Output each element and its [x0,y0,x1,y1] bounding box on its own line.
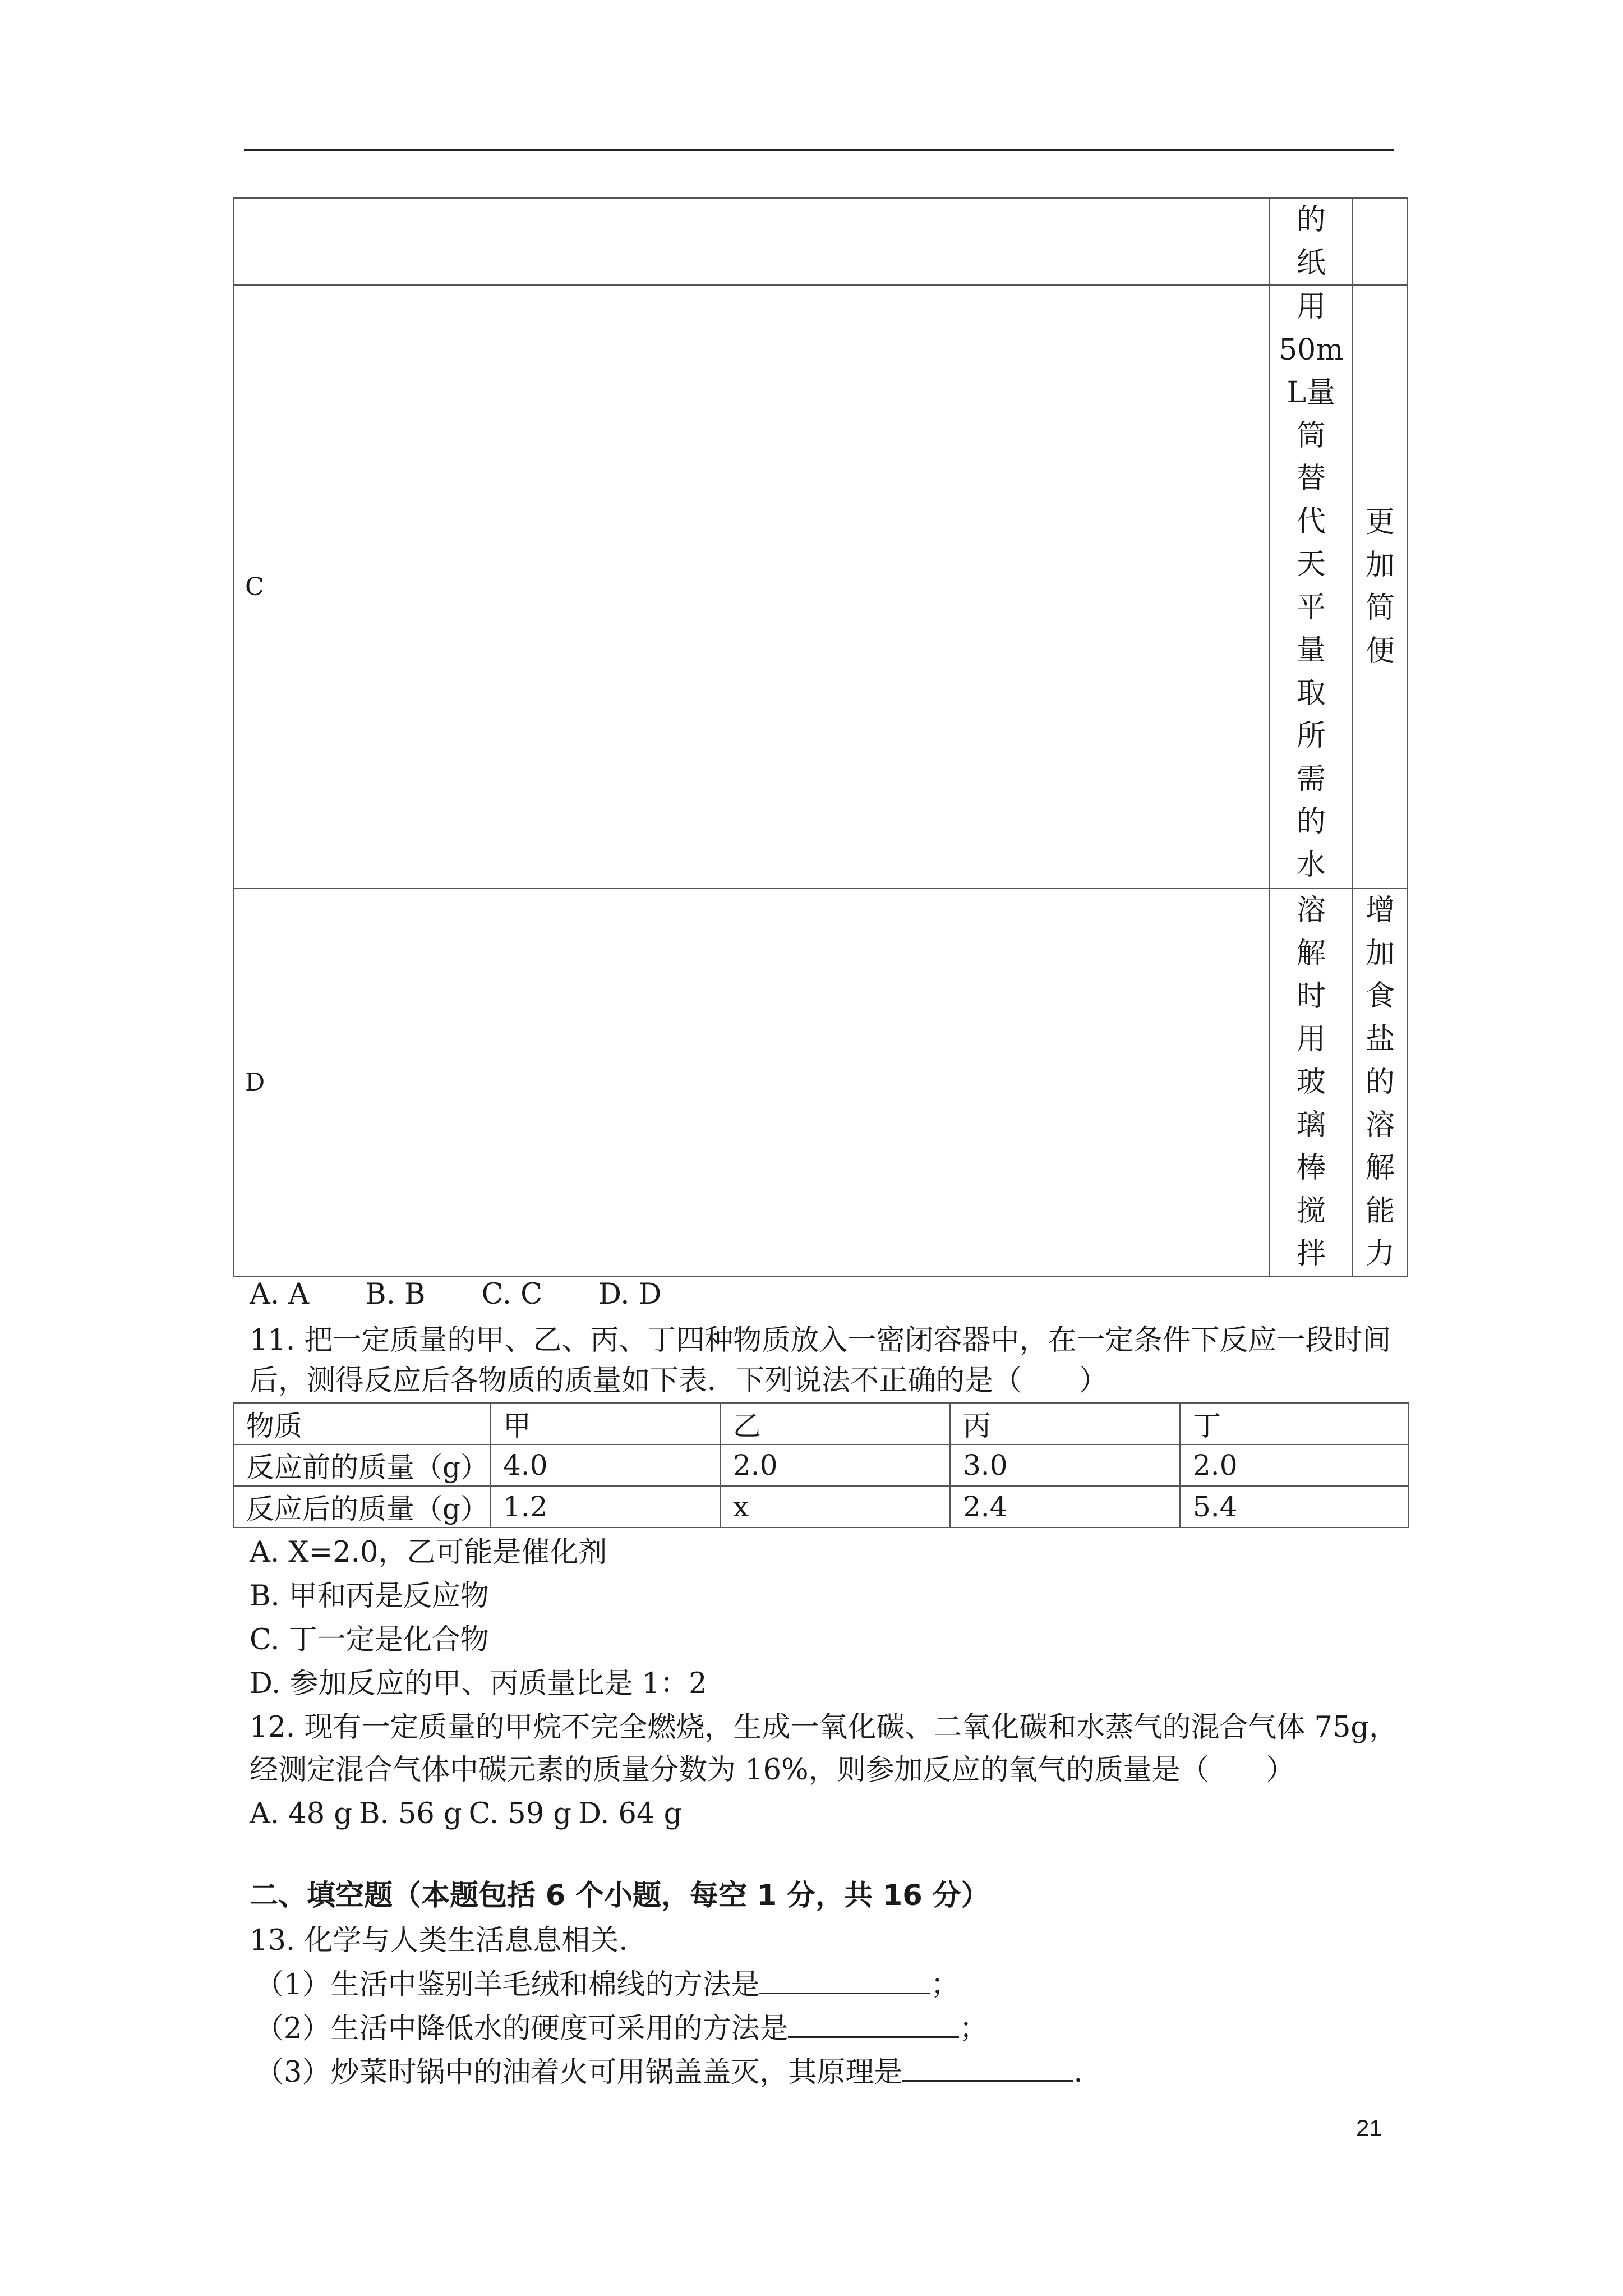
option-result-cell-char: 便 [1365,634,1395,668]
option-operation-cell-char: 用 [1296,290,1326,324]
option-operation-cell-char: L量 [1287,376,1336,409]
mass-cell: 反应前的质量（g） [233,1444,490,1486]
options-table [233,197,1408,1277]
option-result-cell [1353,889,1408,1276]
option-result-cell-char: 能 [1365,1194,1395,1228]
q13-part-3 [255,2051,1083,2094]
option-operation-cell [1270,889,1353,1276]
option-result-cell-char: 食 [1365,979,1395,1013]
q12-option-d: D. 64 g [578,1797,683,1830]
mass-cell: 3.0 [950,1444,1180,1486]
q11-option-a: A. X=2.0，乙可能是催化剂 [250,1536,607,1569]
option-result-cell-char: 力 [1365,1237,1395,1271]
q12-options [250,1793,689,1835]
q13-part-2 [255,2007,988,2050]
option-result-cell-char: 盐 [1365,1022,1395,1056]
q13-part-2-end: ； [959,2012,988,2045]
option-result-cell [1353,198,1408,285]
answer-blank[interactable] [902,2051,1073,2082]
mass-cell: x [720,1486,950,1527]
options-table-row [233,198,1408,285]
q10-choice-c: C. C [481,1278,543,1311]
option-operation-cell-char: 棒 [1296,1151,1326,1185]
q12-option-a: A. 48 g [250,1797,353,1830]
option-operation-cell-char: 平 [1296,590,1326,624]
mass-cell: 2.0 [720,1444,950,1486]
q12-option-b: B. 56 g [359,1797,462,1830]
option-result-cell-char: 加 [1365,936,1395,970]
mass-cell: 反应后的质量（g） [233,1486,490,1527]
mass-table-header [233,1403,1409,1444]
option-result-cell-char: 加 [1365,548,1395,582]
option-operation-cell-char: 用 [1296,1022,1326,1056]
q13-stem: 13. 化学与人类生活息息相关. [250,1924,628,1957]
option-result-cell [1353,285,1408,889]
option-operation-cell-char: 纸 [1296,246,1326,280]
q13-part-3-text: （3）炒菜时锅中的油着火可用锅盖盖灭，其原理是 [255,2056,903,2089]
option-operation-cell-char: 筒 [1296,418,1326,453]
option-result-cell-char: 溶 [1365,1108,1395,1142]
answer-blank[interactable] [759,1963,930,1994]
q13-part-3-end: . [1073,2056,1083,2089]
option-operation-cell-char: 璃 [1296,1108,1326,1142]
mass-cell: 1.2 [490,1486,720,1527]
option-operation-cell-char: 水 [1296,848,1326,882]
mass-header-cell: 乙 [720,1403,950,1444]
header-rule [244,149,1394,151]
q11-mass-table [233,1402,1409,1528]
option-operation-cell-char: 50m [1279,333,1344,367]
q11-stem-line2: 后，测得反应后各物质的质量如下表．下列说法不正确的是（ ） [250,1364,1108,1397]
mass-cell: 2.4 [950,1486,1180,1527]
q10-choice-d: D. D [598,1278,662,1311]
q12-stem-line2: 经测定混合气体中碳元素的质量分数为 16%，则参加反应的氧气的质量是（ ） [250,1754,1295,1787]
q10-choice-a: A. A [250,1278,310,1311]
option-operation-cell-char: 的 [1296,203,1326,237]
option-operation-cell-char: 量 [1296,633,1326,667]
mass-header-cell: 丙 [950,1403,1180,1444]
option-operation-cell-char: 替 [1296,462,1326,495]
q11-option-c: C. 丁一定是化合物 [250,1623,489,1657]
option-operation-cell-char: 所 [1296,719,1326,753]
option-operation-cell-char: 搅 [1296,1194,1326,1228]
q10-choices [250,1273,718,1316]
option-operation-cell-char: 取 [1296,676,1326,710]
option-operation-cell-char: 需 [1296,762,1326,796]
option-operation-cell-char: 解 [1296,936,1326,970]
q12-option-c: C. 59 g [468,1797,572,1830]
q13-part-1 [255,1963,959,2007]
section-title: 二、填空题（本题包括 6 个小题，每空 1 分，共 16 分） [250,1879,990,1912]
option-result-cell-char: 解 [1365,1151,1395,1185]
option-operation-cell-char: 时 [1296,979,1326,1013]
answer-blank[interactable] [788,2007,959,2038]
option-result-cell-char: 更 [1365,505,1395,539]
mass-cell: 2.0 [1180,1444,1409,1486]
options-table-row [233,285,1408,889]
mass-table-row-before [233,1444,1409,1486]
option-label-cell: D [233,889,1270,1276]
option-operation-cell-char: 玻 [1296,1065,1326,1099]
q11-stem-line1: 11. 把一定质量的甲、乙、丙、丁四种物质放入一密闭容器中，在一定条件下反应一段时间 [250,1324,1391,1357]
option-operation-cell [1270,285,1353,889]
q12-stem-line1: 12. 现有一定质量的甲烷不完全燃烧，生成一氧化碳、二氧化碳和水蒸气的混合气体 75g， [250,1711,1398,1744]
q13-part-1-text: （1）生活中鉴别羊毛绒和棉线的方法是 [255,1968,760,2001]
page-number: 21 [1356,2115,1382,2141]
q13-part-1-end: ； [930,1968,960,2001]
q11-option-d: D. 参加反应的甲、丙质量比是 1：2 [250,1667,707,1700]
q11-option-b: B. 甲和丙是反应物 [250,1580,489,1613]
mass-header-cell: 丁 [1180,1403,1409,1444]
option-label-cell [233,198,1270,285]
mass-header-cell: 物质 [233,1403,490,1444]
option-operation-cell-char: 溶 [1296,894,1326,927]
mass-cell: 5.4 [1180,1486,1409,1527]
option-operation-cell [1270,198,1353,285]
q10-choice-b: B. B [365,1278,426,1311]
option-operation-cell-char: 拌 [1296,1237,1326,1271]
mass-table-row-after [233,1486,1409,1527]
option-result-cell-char: 简 [1365,591,1395,625]
option-operation-cell-char: 天 [1296,547,1326,581]
mass-cell: 4.0 [490,1444,720,1486]
option-operation-cell-char: 代 [1296,504,1326,539]
option-result-cell-char: 增 [1365,894,1395,927]
option-result-cell-char: 的 [1365,1065,1395,1099]
q13-part-2-text: （2）生活中降低水的硬度可采用的方法是 [255,2012,789,2045]
mass-header-cell: 甲 [490,1403,720,1444]
option-label-cell: C [233,285,1270,889]
options-table-row [233,889,1408,1276]
option-operation-cell-char: 的 [1296,805,1326,839]
